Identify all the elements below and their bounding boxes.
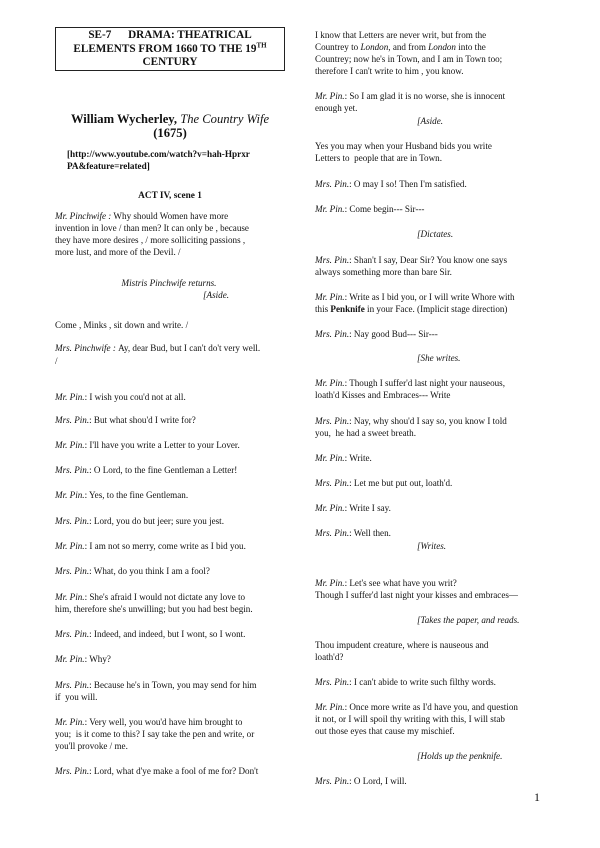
dialogue-line <box>315 478 543 490</box>
dialogue-line <box>315 677 543 689</box>
speech-text: : Shan't I say, Dear Sir? You know one says <box>349 255 508 265</box>
dialogue-line <box>315 776 543 788</box>
speaker-name: Mrs. Pin. <box>315 179 350 189</box>
text-line: loath'd? <box>315 652 344 662</box>
dialogue-line <box>55 440 283 452</box>
speaker-name: Mrs. Pin. <box>55 566 90 576</box>
stage-direction: [Aside. <box>417 116 444 126</box>
speech-text: : Write I say. <box>344 503 391 513</box>
speaker-name: Mr. Pin. <box>55 541 85 551</box>
speech-text: : Very well, you wou'd have him brought to <box>84 717 243 727</box>
speech-text: : O Lord, to the fine Gentleman a Letter! <box>89 465 238 475</box>
text-run: this <box>315 304 331 314</box>
text-line: him, therefore she's unwilling; but you had best begin. <box>55 604 253 614</box>
speech-text: : Though I suffer'd last night your nauseous, <box>344 378 505 388</box>
speech-text: : Well then. <box>349 528 391 538</box>
text-line: Though I suffer'd last night your kisses and embraces— <box>315 590 519 600</box>
text-run: in your Face. (Implicit stage direction) <box>364 304 508 314</box>
speaker-name: Mrs. Pin. <box>315 677 350 687</box>
dialogue-line <box>55 592 283 604</box>
text-run: , and from <box>388 42 429 52</box>
dialogue-line <box>315 179 543 191</box>
text-line: therefore I can't write to him , you know. <box>315 66 464 76</box>
text-line: out those eyes that cause my mischief. <box>315 726 455 736</box>
scene-heading: ACT IV, scene 1 <box>138 191 202 201</box>
dialogue-line <box>315 503 543 515</box>
speech-text: : Nay good Bud--- Sir--- <box>349 329 438 339</box>
dialogue-line <box>315 329 543 341</box>
dialogue-line <box>55 465 283 477</box>
speech-text: : Once more write as I'd have you, and question <box>344 702 518 712</box>
text-line <box>315 304 543 316</box>
dialogue-line <box>315 702 543 714</box>
speaker-name: Mrs. Pin. <box>55 766 90 776</box>
text-line: Yes you may when your Husband bids you write <box>315 141 492 151</box>
section-heading-box <box>55 27 285 71</box>
dialogue-line <box>55 541 283 553</box>
speech-text: : I wish you cou'd not at all. <box>84 392 186 402</box>
speaker-name: Mrs. Pinchwife : <box>55 343 119 353</box>
speech-text: : Let's see what have you writ? <box>344 578 457 588</box>
play-citation <box>55 112 285 140</box>
text-line: it not, or I will spoil thy writing with this, I will stab <box>315 714 505 724</box>
heading-line-3: CENTURY <box>142 56 198 68</box>
speech-text: : So I am glad it is no worse, she is innocent <box>344 91 506 101</box>
speech-text: : Nay, why shou'd I say so, you know I told <box>349 416 507 426</box>
speaker-name: Mr. Pin. <box>315 702 345 712</box>
speech-text: : Yes, to the fine Gentleman. <box>84 490 189 500</box>
speaker-name: Mr. Pin. <box>315 453 345 463</box>
speech-text: : Come begin--- Sir--- <box>344 204 425 214</box>
speaker-name: Mrs. Pin. <box>55 465 90 475</box>
speech-text: : Lord, you do but jeer; sure you jest. <box>89 516 224 526</box>
dialogue-line <box>315 453 543 465</box>
speech-text: : I am not so merry, come write as I bid you. <box>84 541 246 551</box>
dialogue-line <box>55 566 283 578</box>
text-line: Thou impudent creature, where is nauseous and <box>315 640 489 650</box>
speaker-name: Mr. Pin. <box>315 378 345 388</box>
speaker-name: Mrs. Pin. <box>315 528 350 538</box>
speaker-name: Mrs. Pin. <box>315 255 350 265</box>
dialogue-line <box>315 528 543 540</box>
text-line: loath'd Kisses and Embraces--- Write <box>315 390 451 400</box>
speech-text: : Write. <box>344 453 372 463</box>
speech-text: : Because he's in Town, you may send for him <box>89 680 257 690</box>
text-line: I know that Letters are never writ, but from the <box>315 30 487 40</box>
speech-text: Why should Women have more <box>111 211 229 221</box>
place-name: London <box>360 42 389 52</box>
speaker-name: Mrs. Pin. <box>55 415 90 425</box>
video-link[interactable] <box>67 148 282 172</box>
dialogue-line <box>55 717 283 729</box>
text-line: you'll provoke / me. <box>55 741 128 751</box>
speech-text: : Indeed, and indeed, but I wont, so I wont. <box>89 629 246 639</box>
stage-direction: [Dictates. <box>417 229 454 239</box>
dialogue-line <box>315 378 543 390</box>
dialogue-line <box>55 392 283 404</box>
text-line <box>315 42 543 54</box>
speaker-name: Mr. Pinchwife : <box>55 211 112 221</box>
speech-text: : I can't abide to write such filthy words. <box>349 677 496 687</box>
speech-text: : Let me but put out, loath'd. <box>349 478 453 488</box>
dialogue-line <box>315 292 543 304</box>
speech-text: : Lord, what d'ye make a fool of me for? Don't <box>89 766 259 776</box>
speech-text: : O Lord, I will. <box>349 776 407 786</box>
video-link-line-1[interactable]: [http://www.youtube.com/watch?v=hah-Hprxr <box>67 149 250 159</box>
text-line: enough yet. <box>315 103 358 113</box>
dialogue-line <box>55 490 283 502</box>
stage-direction: [Takes the paper, and reads. <box>417 615 520 625</box>
author-name: William Wycherley, <box>70 112 178 126</box>
speaker-name: Mr. Pin. <box>315 204 345 214</box>
text-line: Countrey; now he's in Town, and I am in Town too; <box>315 54 503 64</box>
speech-text: : Why? <box>84 654 111 664</box>
speaker-name: Mr. Pin. <box>55 440 85 450</box>
dialogue-line <box>315 204 543 216</box>
speaker-name: Mrs. Pin. <box>315 329 350 339</box>
text-line: if you will. <box>55 692 98 702</box>
speech-text: : But what shou'd I write for? <box>89 415 196 425</box>
dialogue-line <box>55 766 283 778</box>
dialogue-line <box>315 91 543 103</box>
text-line: invention in love / than men? It can only be , because <box>55 223 249 233</box>
dialogue-line <box>315 255 543 267</box>
dialogue-line <box>55 415 283 427</box>
speech-text: : What, do you think I am a fool? <box>89 566 210 576</box>
text-run: Countrey to <box>315 42 361 52</box>
speech-text: : She's afraid I would not dictate any love to <box>84 592 246 602</box>
speaker-name: Mr. Pin. <box>315 292 345 302</box>
text-line: Letters to people that are in Town. <box>315 153 442 163</box>
speaker-name: Mr. Pin. <box>55 592 85 602</box>
stage-direction: [Holds up the penknife. <box>417 751 503 761</box>
heading-line-2-text: ELEMENTS FROM 1660 TO THE 19 <box>73 42 257 55</box>
heading-line-2 <box>56 40 284 57</box>
play-year: (1675) <box>153 126 187 140</box>
dialogue-line <box>55 516 283 528</box>
speaker-name: Mr. Pin. <box>55 717 85 727</box>
text-line: always something more than bare Sir. <box>315 267 452 277</box>
stage-direction: [Aside. <box>203 290 230 300</box>
video-link-line-2[interactable]: PA&feature=related] <box>67 161 150 171</box>
stage-direction: Mistris Pinchwife returns. <box>121 278 217 288</box>
speech-text: : Write as I bid you, or I will write Whore with <box>344 292 515 302</box>
speaker-name: Mrs. Pin. <box>55 516 90 526</box>
dialogue-line <box>55 629 283 641</box>
stage-direction: [Writes. <box>417 541 447 551</box>
speech-text: : I'll have you write a Letter to your Lover. <box>84 440 240 450</box>
heading-line-1: SE-7 DRAMA: THEATRICAL <box>88 29 252 41</box>
speaker-name: Mr. Pin. <box>55 392 85 402</box>
place-name: London <box>428 42 456 52</box>
speaker-name: Mr. Pin. <box>55 490 85 500</box>
text-line: you; is it come to this? I say take the pen and write, or <box>55 729 255 739</box>
speaker-name: Mr. Pin. <box>315 578 345 588</box>
dialogue-line <box>55 211 283 223</box>
text-line: they have more desires , / more solliciting passions , <box>55 235 246 245</box>
speaker-name: Mr. Pin. <box>315 91 345 101</box>
page-number: 1 <box>534 790 540 804</box>
emphasized-word: Penknife <box>330 304 365 314</box>
speaker-name: Mrs. Pin. <box>55 680 90 690</box>
dialogue-line <box>315 578 543 590</box>
speech-text: Ay, dear Bud, but I can't do't very well. <box>118 343 261 353</box>
stage-direction: [She writes. <box>417 353 461 363</box>
speaker-name: Mr. Pin. <box>55 654 85 664</box>
text-line: you, he had a sweet breath. <box>315 428 417 438</box>
play-title: The Country Wife <box>180 112 270 126</box>
text-line: / <box>55 356 58 366</box>
speaker-name: Mrs. Pin. <box>315 478 350 488</box>
dialogue-line <box>315 416 543 428</box>
speaker-name: Mrs. Pin. <box>315 416 350 426</box>
text-run: into the <box>455 42 486 52</box>
dialogue-line <box>55 343 283 355</box>
dialogue-line <box>55 654 283 666</box>
heading-superscript: TH <box>256 40 267 49</box>
speaker-name: Mr. Pin. <box>315 503 345 513</box>
dialogue-line <box>55 680 283 692</box>
speaker-name: Mrs. Pin. <box>315 776 350 786</box>
speech-text: : O may I so! Then I'm satisfied. <box>349 179 467 189</box>
text-line: more lust, and more of the Devil. / <box>55 247 181 257</box>
text-line: Come , Minks , sit down and write. / <box>55 320 189 330</box>
speaker-name: Mrs. Pin. <box>55 629 90 639</box>
